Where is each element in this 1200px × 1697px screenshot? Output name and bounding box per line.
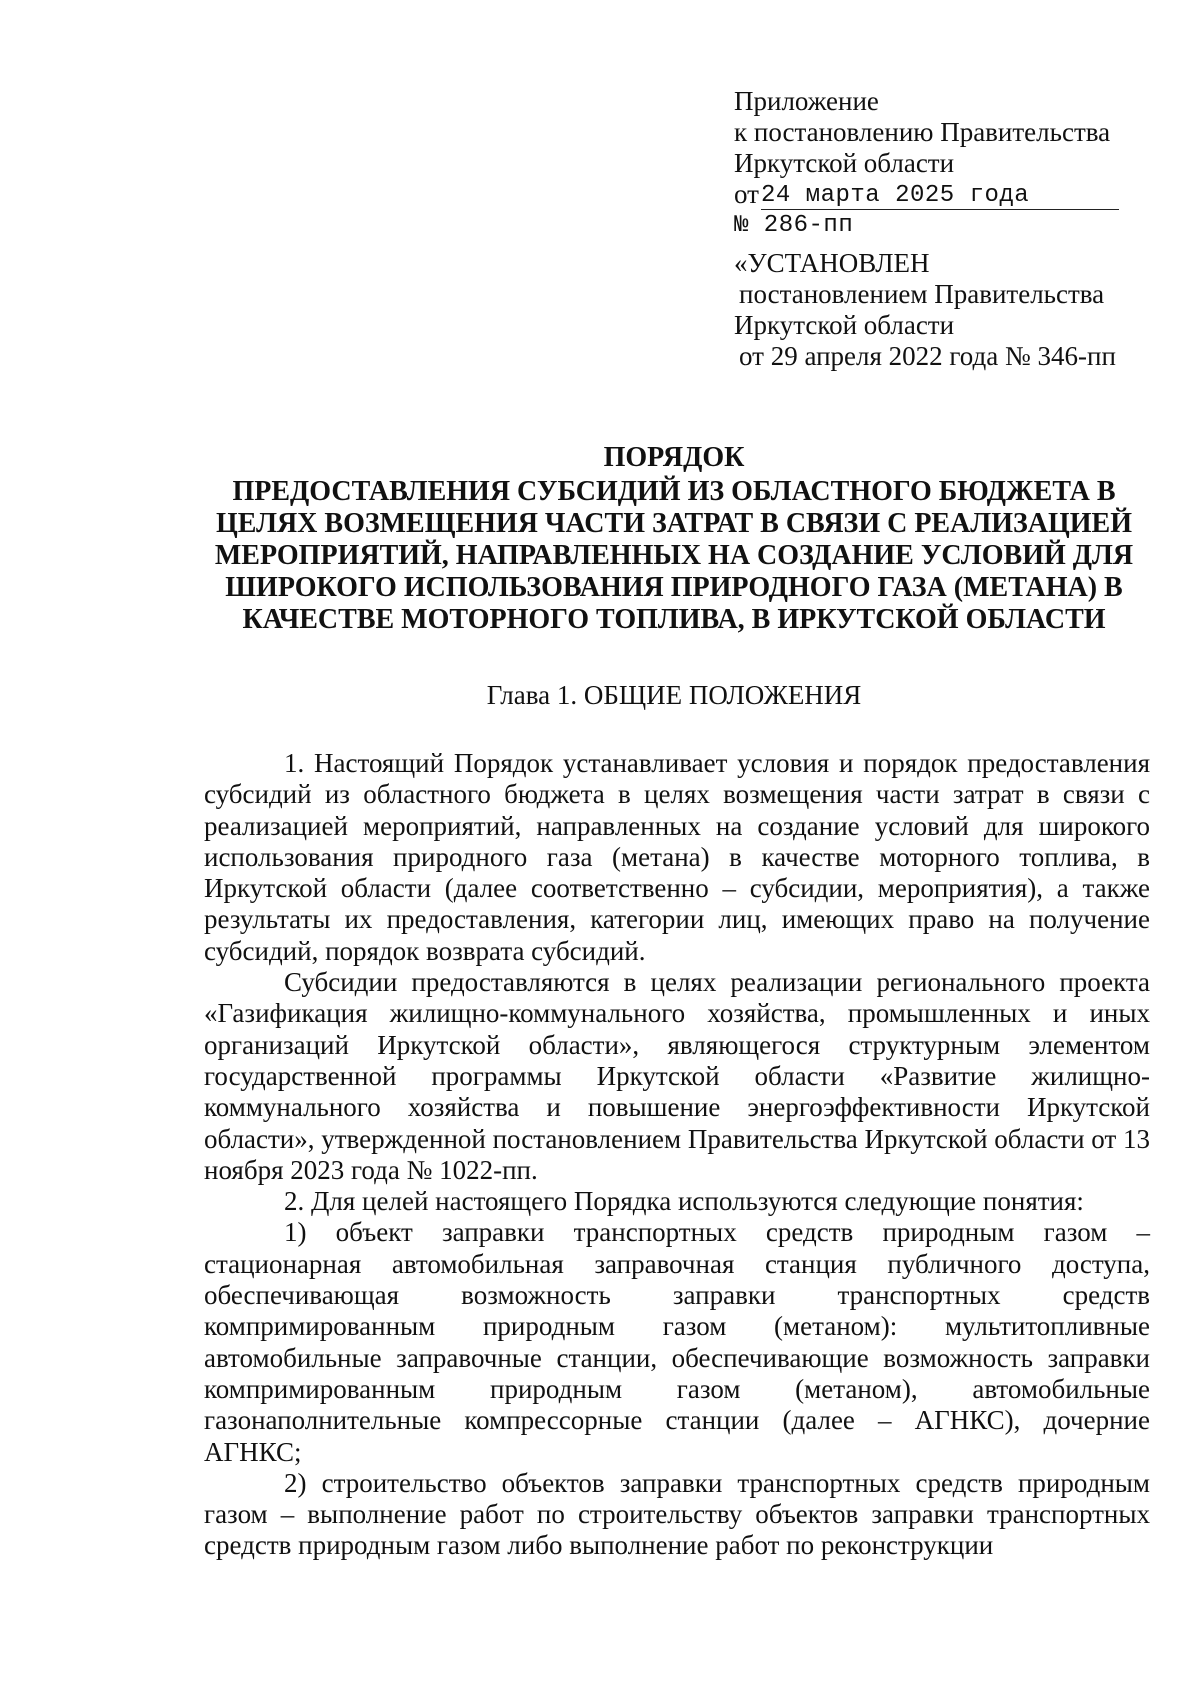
established-date: от 29 апреля 2022 года № 346-пп bbox=[739, 341, 1116, 371]
date-value: 24 марта 2025 года bbox=[761, 182, 1119, 210]
appendix-label: Приложение bbox=[734, 86, 879, 116]
title-line: МЕРОПРИЯТИЙ, НАПРАВЛЕННЫХ НА СОЗДАНИЕ УСЛОВИЙ ДЛЯ bbox=[214, 540, 1134, 571]
appendix-region: Иркутской области bbox=[734, 148, 955, 178]
definition-1: 1) объект заправки транспортных средств природным газом – стационарная автомобильная заправочная станция публичного доступа, обеспечивающая возможность заправки транспортных средств компримированным природным газом (метаном): мультитопливные автомобильные заправочные станции, обеспечивающие возможность заправки компримированным природным газом (метаном), автомобильные газонаполнительные компрессорные станции (далее – АГНКС), дочерние АГНКС; bbox=[204, 1217, 1150, 1467]
paragraph-subsidies-purpose: Субсидии предоставляются в целях реализации регионального проекта «Газификация жилищно-коммунального хозяйства, промышленных и иных организаций Иркутской области», являющегося структурным элементом государственной программы Иркутской области «Развитие жилищно-коммунального хозяйства и повышение энергоэффективности Иркутской области», утвержденной постановлением Правительства Иркутской области от 13 ноября 2023 года № 1022-пп. bbox=[204, 967, 1150, 1185]
document-title bbox=[200, 442, 1148, 636]
title-line: ЦЕЛЯХ ВОЗМЕЩЕНИЯ ЧАСТИ ЗАТРАТ В СВЯЗИ С РЕАЛИЗАЦИЕЙ bbox=[216, 508, 1132, 539]
resolution-number: № 286-пп bbox=[734, 212, 854, 239]
established-region: Иркутской области bbox=[734, 310, 955, 340]
paragraph-2: 2. Для целей настоящего Порядка используются следующие понятия: bbox=[284, 1186, 1084, 1217]
title-line: ШИРОКОГО ИСПОЛЬЗОВАНИЯ ПРИРОДНОГО ГАЗА (МЕТАНА) В bbox=[225, 572, 1123, 603]
established-label: «УСТАНОВЛЕН bbox=[734, 248, 930, 278]
appendix-to-resolution: к постановлению Правительства bbox=[734, 117, 1111, 147]
title-line: КАЧЕСТВЕ МОТОРНОГО ТОПЛИВА, В ИРКУТСКОЙ ОБЛАСТИ bbox=[242, 604, 1106, 635]
title-line: ПРЕДОСТАВЛЕНИЯ СУБСИДИЙ ИЗ ОБЛАСТНОГО БЮДЖЕТА В bbox=[232, 476, 1116, 507]
paragraph-1: 1. Настоящий Порядок устанавливает условия и порядок предоставления субсидий из областного бюджета в целях возмещения части затрат в связи с реализацией мероприятий, направленных на создание условий для широкого использования природного газа (метана) в качестве моторного топлива, в Иркутской области (далее соответственно – субсидии, мероприятия), а также результаты их предоставления, категории лиц, имеющих право на получение субсидий, порядок возврата субсидий. bbox=[204, 748, 1150, 966]
title-main: ПОРЯДОК bbox=[603, 442, 745, 473]
document-body bbox=[204, 748, 1150, 1562]
established-by: постановлением Правительства bbox=[739, 279, 1105, 309]
appendix-header bbox=[734, 86, 1174, 372]
chapter-heading: Глава 1. ОБЩИЕ ПОЛОЖЕНИЯ bbox=[486, 680, 862, 710]
date-prefix: от bbox=[734, 179, 759, 209]
appendix-date-line bbox=[734, 179, 1174, 210]
definition-2: 2) строительство объектов заправки транспортных средств природным газом – выполнение работ по строительству объектов заправки транспортных средств природным газом либо выполнение работ по реконструкции bbox=[204, 1467, 1150, 1561]
